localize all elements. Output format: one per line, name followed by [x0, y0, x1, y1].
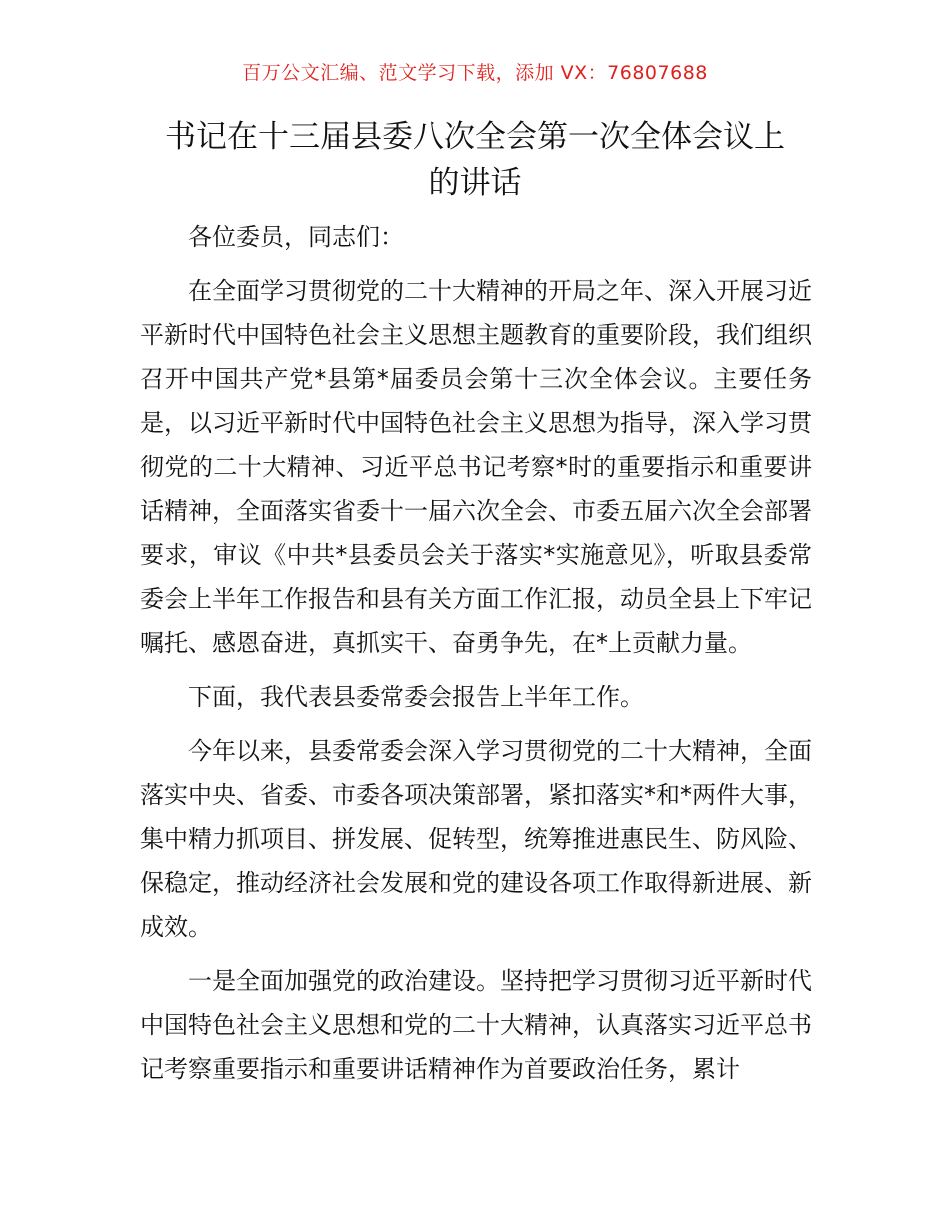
paragraph-intro: 在全面学习贯彻党的二十大精神的开局之年、深入开展习近平新时代中国特色社会主义思想主题教育的重要阶段，我们组织召开中国共产党*县第*届委员会第十三次全体会议。主要任务是，以习近平新时代中国特色社会主义思想为指导，深入学习贯彻党的二十大精神、习近平总书记考察*时的重要指示和重要讲话精神，全面落实省委十一届六次全会、市委五届六次全会部署要求，审议《中共*县委员会关于落实*实施意见》，听取县委常委会上半年工作报告和县有关方面工作汇报，动员全县上下牢记嘱托、感恩奋进，真抓实干、奋勇争先，在*上贡献力量。 [140, 277, 812, 657]
title-line-2: 的讲话 [428, 165, 522, 201]
document-body [140, 215, 812, 1101]
header-banner: 百万公文汇编、范文学习下载，添加 VX：76807688 [242, 62, 708, 84]
paragraph-summary: 今年以来，县委常委会深入学习贯彻党的二十大精神，全面落实中央、省委、市委各项决策部署，紧扣落实*和*两件大事，集中精力抓项目、拼发展、促转型，统筹推进惠民生、防风险、保稳定，推动经济社会发展和党的建设各项工作取得新进展、新成效。 [140, 737, 812, 941]
salutation-paragraph: 各位委员，同志们： [188, 223, 404, 251]
document-title [140, 114, 810, 206]
paragraph-report-lead: 下面，我代表县委常委会报告上半年工作。 [188, 683, 644, 711]
title-line-1: 书记在十三届县委八次全会第一次全体会议上 [165, 119, 785, 155]
paragraph-political-building: 一是全面加强党的政治建设。坚持把学习贯彻习近平新时代中国特色社会主义思想和党的二十大精神，认真落实习近平总书记考察重要指示和重要讲话精神作为首要政治任务，累计 [140, 967, 812, 1083]
